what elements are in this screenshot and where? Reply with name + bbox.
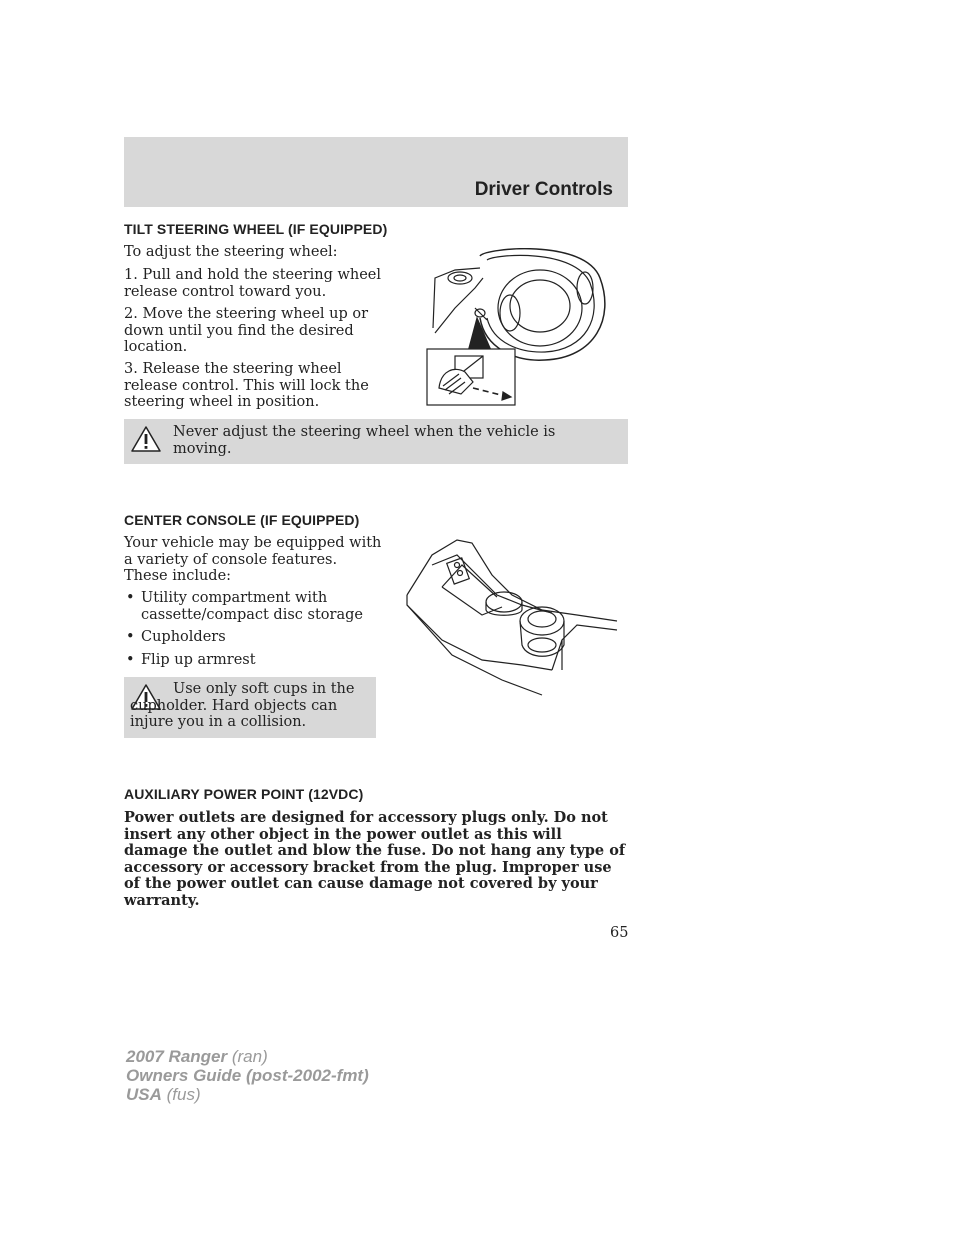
document-footer (126, 1047, 369, 1104)
list-item: • Utility compartment with cassette/compact disc storage (124, 590, 384, 623)
list-item: • Flip up armrest (124, 652, 384, 669)
footer-market: USA (126, 1085, 162, 1104)
list-item: • Cupholders (124, 629, 384, 646)
section-title: Driver Controls (474, 179, 613, 200)
steering-wheel-illustration (425, 248, 615, 408)
tilt-warning-box (124, 419, 628, 464)
warning-triangle-icon (130, 425, 162, 453)
console-feature-list (124, 590, 384, 674)
console-warning-text: Use only soft cups in the cupholder. Hard objects can injure you in a collision. (130, 681, 355, 730)
section-header-bar (124, 137, 628, 207)
center-console-illustration (402, 535, 624, 697)
tilt-step-2: 2. Move the steering wheel up or down until you find the desired location. (124, 306, 369, 355)
tilt-step-3: 3. Release the steering wheel release control. This will lock the steering wheel in position. (124, 361, 369, 410)
power-notice: Power outlets are designed for accessory plugs only. Do not insert any other object in the power outlet as this will damage the outlet and blow the fuse. Do not hang any type of accessory or accessory bracket from the plug. Improper use of the power outlet can cause damage not covered by your warranty. (124, 809, 626, 909)
page-number: 65 (610, 925, 629, 941)
power-heading: AUXILIARY POWER POINT (12VDC) (124, 786, 364, 802)
tilt-heading: TILT STEERING WHEEL (IF EQUIPPED) (124, 221, 388, 237)
footer-market-code: (fus) (166, 1085, 201, 1104)
console-warning-box (124, 677, 376, 738)
tilt-warning-text: Never adjust the steering wheel when the vehicle is moving. (173, 424, 556, 457)
footer-model: 2007 Ranger (126, 1047, 228, 1066)
console-heading: CENTER CONSOLE (IF EQUIPPED) (124, 512, 360, 528)
footer-guide: Owners Guide (post-2002-fmt) (126, 1066, 369, 1085)
tilt-intro: To adjust the steering wheel: (124, 244, 338, 260)
footer-model-code: (ran) (231, 1047, 268, 1066)
tilt-step-1: 1. Pull and hold the steering wheel release control toward you. (124, 267, 382, 300)
console-intro: Your vehicle may be equipped with a variety of console features. These include: (124, 535, 382, 584)
